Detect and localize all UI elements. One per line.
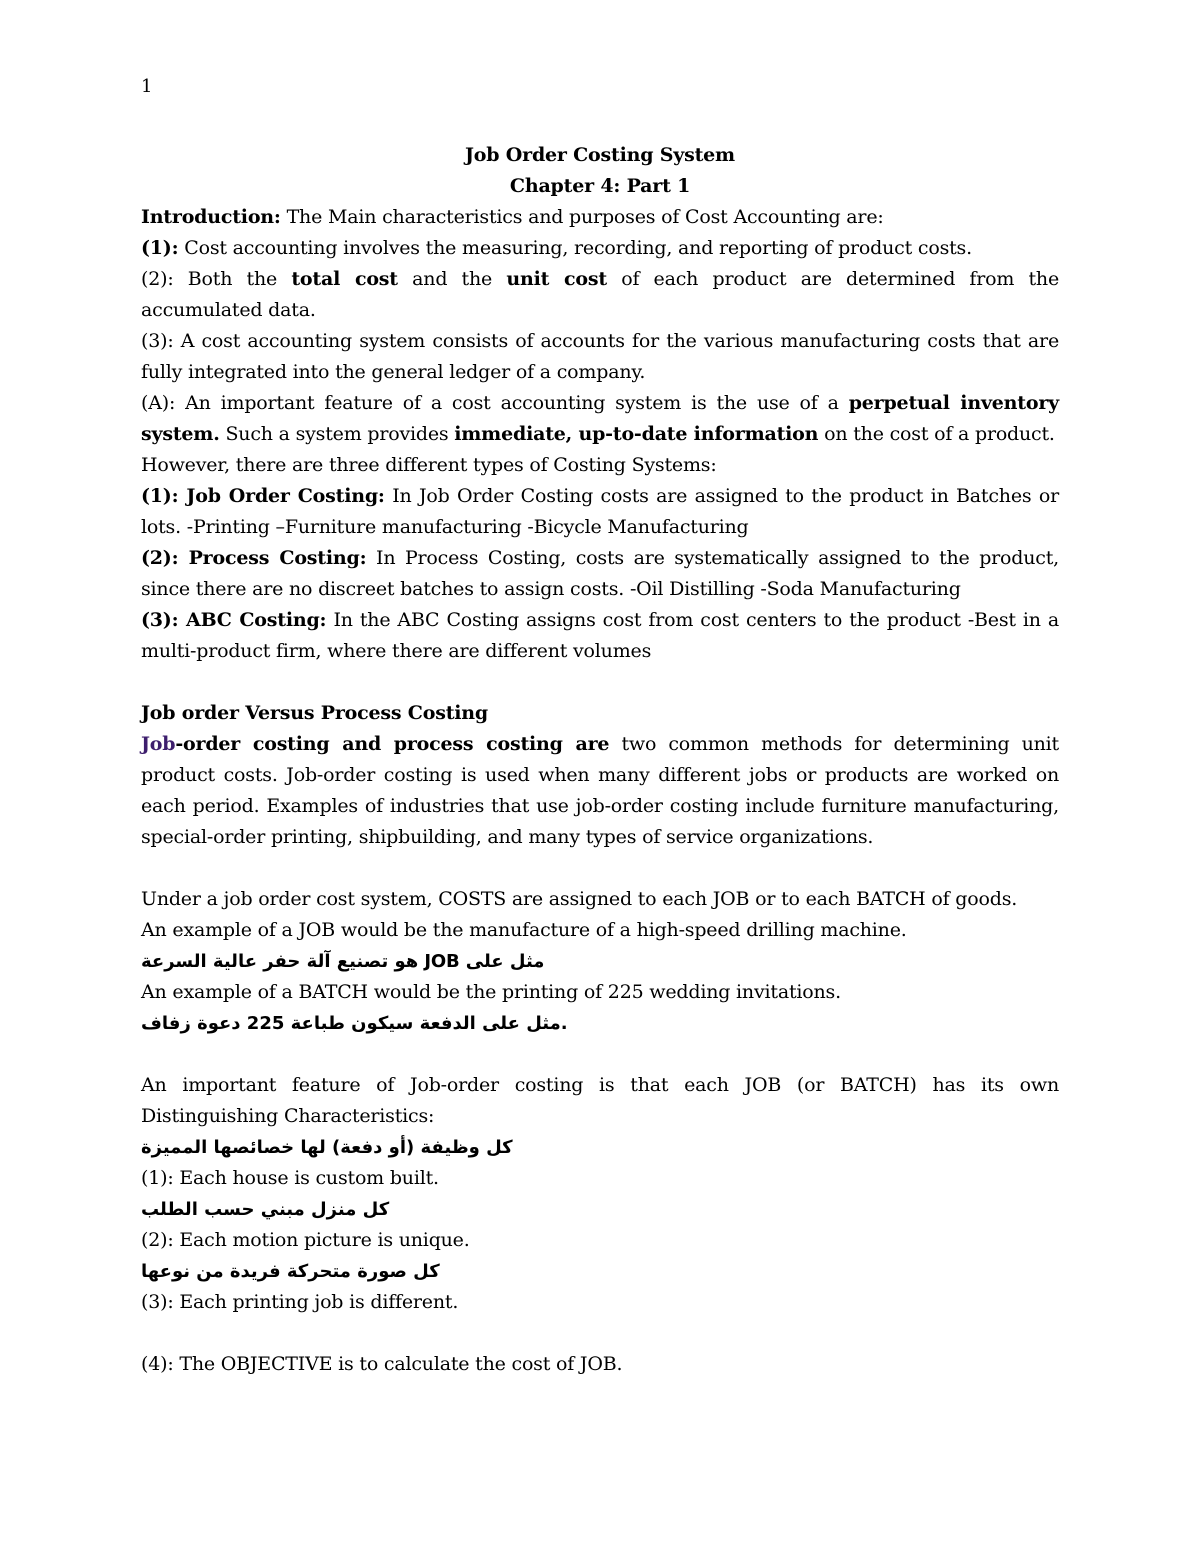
feature-paragraph: An important feature of Job-order costing is that each JOB (or BATCH) has its own Distinguishing Characteristics: xyxy=(141,1074,1059,1127)
immediate-info-term: immediate, up-to-date information xyxy=(454,423,819,445)
costing-type-text: In Job Order Costing costs are assigned to the product in Batches or lots. -Printing –Furniture manufacturing -Bicycle Manufacturing xyxy=(141,485,1059,538)
versus-paragraph xyxy=(141,729,1059,853)
arabic-feature: كل وظيفة (أو دفعة) لها خصائصها المميزة xyxy=(141,1137,513,1158)
versus-heading-text: Job order Versus Process Costing xyxy=(141,702,488,724)
versus-lead-purple: Job xyxy=(141,733,176,755)
arabic-item-1: كل منزل مبني حسب الطلب xyxy=(141,1199,390,1220)
versus-lead-bold: -order costing and process costing are xyxy=(175,733,610,755)
costing-type-abc xyxy=(141,605,1059,667)
costing-type-label: (3): ABC Costing: xyxy=(141,609,327,631)
intro-label: Introduction: xyxy=(141,206,281,228)
perpetual-inventory-term: perpetual inventory system. xyxy=(141,392,1059,445)
versus-heading xyxy=(141,698,1059,729)
total-cost-term: total cost xyxy=(291,268,398,290)
intro-point-2-text-e: of each product are determined from the accumulated data. xyxy=(141,268,1059,321)
intro-point-a xyxy=(141,388,1059,450)
costing-types-intro: However, there are three different types of Costing Systems: xyxy=(141,454,717,476)
intro-text: The Main characteristics and purposes of Cost Accounting are: xyxy=(280,206,884,228)
intro-point-1 xyxy=(141,233,1059,264)
costing-type-text: In Process Costing, costs are systematically assigned to the product, since there are no discreet batches to assign costs. -Oil Distilling -Soda Manufacturing xyxy=(141,547,1059,600)
intro-point-a-text-c: Such a system provides xyxy=(219,423,455,445)
intro-point-1-text: Cost accounting involves the measuring, recording, and reporting of product costs. xyxy=(178,237,972,259)
intro-point-2 xyxy=(141,264,1059,326)
arabic-job-example: مثل على JOB هو تصنيع آلة حفر عالية السرعة xyxy=(141,951,545,972)
feature-item-4: (4): The OBJECTIVE is to calculate the cost of JOB. xyxy=(141,1353,623,1375)
costing-type-process xyxy=(141,543,1059,605)
feature-item-3: (3): Each printing job is different. xyxy=(141,1291,459,1313)
page-number: 1 xyxy=(141,76,153,97)
arabic-batch-example: .مثل على الدفعة سيكون طباعة 225 دعوة زفاف xyxy=(141,1013,568,1034)
costing-type-job-order xyxy=(141,481,1059,543)
costing-type-text: In the ABC Costing assigns cost from cost centers to the product -Best in a multi-product firm, where there are different volumes xyxy=(141,609,1059,662)
system-line-2: An example of a JOB would be the manufacture of a high-speed drilling machine. xyxy=(141,919,907,941)
intro-paragraph xyxy=(141,202,1059,233)
costing-type-label: (2): Process Costing: xyxy=(141,547,367,569)
feature-item-1: (1): Each house is custom built. xyxy=(141,1167,439,1189)
system-line-1: Under a job order cost system, COSTS are assigned to each JOB or to each BATCH of goods. xyxy=(141,888,1018,910)
intro-point-2-text-c: and the xyxy=(397,268,507,290)
intro-point-a-text-a: (A): An important feature of a cost accounting system is the use of a xyxy=(141,392,849,414)
document-body xyxy=(141,140,1059,1380)
chapter-subtitle: Chapter 4: Part 1 xyxy=(509,175,691,197)
intro-point-1-label: (1): xyxy=(141,237,179,259)
versus-text: two common methods for determining unit product costs. Job-order costing is used when many different jobs or products are worked on each period. Examples of industries that use job-order costing include furniture manufacturing, special-order printing, shipbuilding, and many types of service organizations. xyxy=(141,733,1059,848)
intro-point-2-text-a: (2): Both the xyxy=(141,268,292,290)
arabic-item-2: كل صورة متحركة فريدة من نوعها xyxy=(141,1261,440,1282)
unit-cost-term: unit cost xyxy=(506,268,607,290)
intro-point-a-text-e: on the cost of a product. xyxy=(818,423,1055,445)
feature-item-2: (2): Each motion picture is unique. xyxy=(141,1229,470,1251)
system-line-3: An example of a BATCH would be the printing of 225 wedding invitations. xyxy=(141,981,841,1003)
costing-type-label: (1): Job Order Costing: xyxy=(141,485,385,507)
document-title: Job Order Costing System xyxy=(465,144,735,166)
intro-point-3: (3): A cost accounting system consists of accounts for the various manufacturing costs that are fully integrated into the general ledger of a company. xyxy=(141,330,1059,383)
